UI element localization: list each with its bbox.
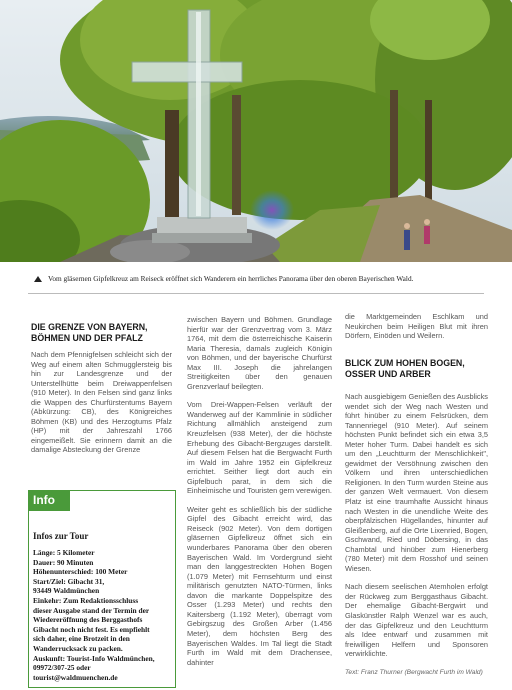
paragraph: Nach diesem seelischen Atemholen erfolgt der Rückweg zum Berggasthaus Gibacht. Der ehemalige Gibacht-Bergwirt und Glaskünstler Ralph Wenzel war es auch, der das Gipfelkreuz und den Leuchtturm als Idee entwarf und zusammen mit freiwilligen Helfern und Sponsoren verwirklichte. xyxy=(345,582,488,659)
info-line: Wiedereröffnung des Berggasthofs xyxy=(33,615,143,625)
info-tab: Info xyxy=(28,490,70,511)
info-line-length: Länge: 5 Kilometer xyxy=(33,548,95,557)
photo-caption xyxy=(34,274,474,283)
paragraph: zwischen Bayern und Böhmen. Grundlage hierfür war der Grenzvertrag vom 3. März 1764, mit dem die österreichische Kaiserin Maria Theresia, damals zugleich Königin von Böhmen, und der bayerische Churfürst Max III. Joseph die jahrelangen Streitigkeiten über den genauen Grenzverlauf beilegten. xyxy=(187,315,332,391)
paragraph: Nach ausgiebigem Genießen des Ausblicks wendet sich der Weg nach Westen und führt hinüber zu einem Felsrücken, dem Tannenriegel (910 Meter). Auf seinem höchsten Punkt befindet sich ein etwa 3,5 Meter hoher Turm. Dabei handelt es sich um den „Leuchtturm der Menschlichkeit", gewidmet der Versöhnung zwischen den Völkern und ihren unterschiedlichen Religionen. In den Turm wurden Steine aus der ganzen Welt vermauert. Von diesem Platz ist eine traumhafte Aussicht hinaus nach Westen in die unendliche Weite des oberpfälzischen Hügellandes, hinunter auf Gleißenberg, auf die Orte Lixenried, Bogen, Gschwand, Ried und Döbersing, in das Chambtal und hinüber zum Hienerberg (780 Meter) mit dem Rosshof und seinen Wiesen. xyxy=(345,392,488,573)
info-line: sich daher, eine Brotzeit in den xyxy=(33,634,130,644)
paragraph: die Marktgemeinden Eschlkam und Neukirchen beim Heiligen Blut mit ihren Dörfern, Einöden und Weilern. xyxy=(345,312,488,341)
divider xyxy=(28,293,484,294)
column-2 xyxy=(187,315,332,676)
heading-grenze: DIE GRENZE VON BAYERN, BÖHMEN UND DER PFALZ xyxy=(31,322,148,343)
caption-text: Vom gläsernen Gipfelkreuz am Reiseck eröffnet sich Wanderern ein herrliches Panorama über den oberen Bayerischen Wald. xyxy=(48,274,414,283)
info-title: Infos zur Tour xyxy=(33,531,89,541)
column-1 xyxy=(31,350,172,464)
info-line-start: Start/Ziel: Gibacht 31, xyxy=(33,576,105,586)
info-line-address: 93449 Waldmünchen xyxy=(33,586,100,596)
summit-cross-photo xyxy=(0,0,512,262)
info-line-email: tourist@waldmuenchen.de xyxy=(33,672,118,682)
info-line: Wanderrucksack zu packen. xyxy=(33,643,123,653)
column-3-top xyxy=(345,312,488,350)
hero-photo xyxy=(0,0,512,262)
info-line-auskunft: Auskunft: Tourist-Info Waldmünchen, xyxy=(33,653,155,663)
info-line: Gibacht noch nicht fest. Es empfiehlt xyxy=(33,624,150,634)
paragraph: Nach dem Pfennigfelsen schleicht sich der Weg auf einem alten Schmugglersteig bis hin zur Landesgrenze und der Unterstellhütte beim Dreiwappenfelsen (910 Meter). In den Felsen sind ganz links die Wappen des Churfürstentums Bayern (Abkürzung: CB), des Königreiches Böhmen (KB) und des Herzogtums Pfalz (HP) mit der Jahreszahl 1766 eingemeißelt. Sie erinnern damit an die damalige Absteckung der Grenze xyxy=(31,350,172,455)
caption-triangle-icon xyxy=(34,276,42,282)
info-line-elevation: Höhenunterschied: 100 Meter xyxy=(33,567,128,577)
info-body xyxy=(33,548,173,682)
column-3-bottom xyxy=(345,392,488,668)
info-line-duration: Dauer: 90 Minuten xyxy=(33,557,94,567)
heading-blick: BLICK ZUM HOHEN BOGEN, OSSER UND ARBER xyxy=(345,358,465,379)
text-credit: Text: Franz Thurner (Bergwacht Furth im Wald) xyxy=(345,669,483,676)
paragraph: Vom Drei-Wappen-Felsen verläuft der Wanderweg auf der Kammlinie in südlicher Richtung allmählich ansteigend zum Kreuzfelsen (938 Meter), der die höchste Erhebung des Gibacht-Bergzuges darstellt. Auf diesem Felsen hat die Bergwacht Furth im Wald im Jahre 1952 ein Gipfelkreuz errichtet. Seither liegt dort auch ein Gipfelbuch parat, in dem sich die Einheimische und Touristen gern verewigen. xyxy=(187,400,332,496)
info-line: dieser Ausgabe stand der Termin der xyxy=(33,605,150,615)
info-line-einkehr: Einkehr: Zum Redaktionsschluss xyxy=(33,595,139,605)
info-line-phone: 09972/307-25 oder xyxy=(33,663,91,673)
paragraph: Weiter geht es schließlich bis der südliche Gipfel des Gibacht erreicht wird, das Reiseck (902 Meter). Von dem dortigen gläsernen Gipfelkreuz öffnet sich ein wunderbares Panorama über den oberen Bayerischen Wald. Im Vordergrund sieht man den langgestreckten Hohen Bogen (1.079 Meter) mit Fernsehturm und einst militärisch genutzten NATO-Türmen, links davon die markante Doppelspitze des Osser (1.293 Meter) und rechts den Kaitersberg (1.192 Meter), überragt vom Gebirgszug des Großen Arber (1.456 Meter), dem höchsten Berg des Bayerischen Waldes. Im Tal liegt die Stadt Furth im Wald mit dem Drachensee, dahinter xyxy=(187,504,332,667)
